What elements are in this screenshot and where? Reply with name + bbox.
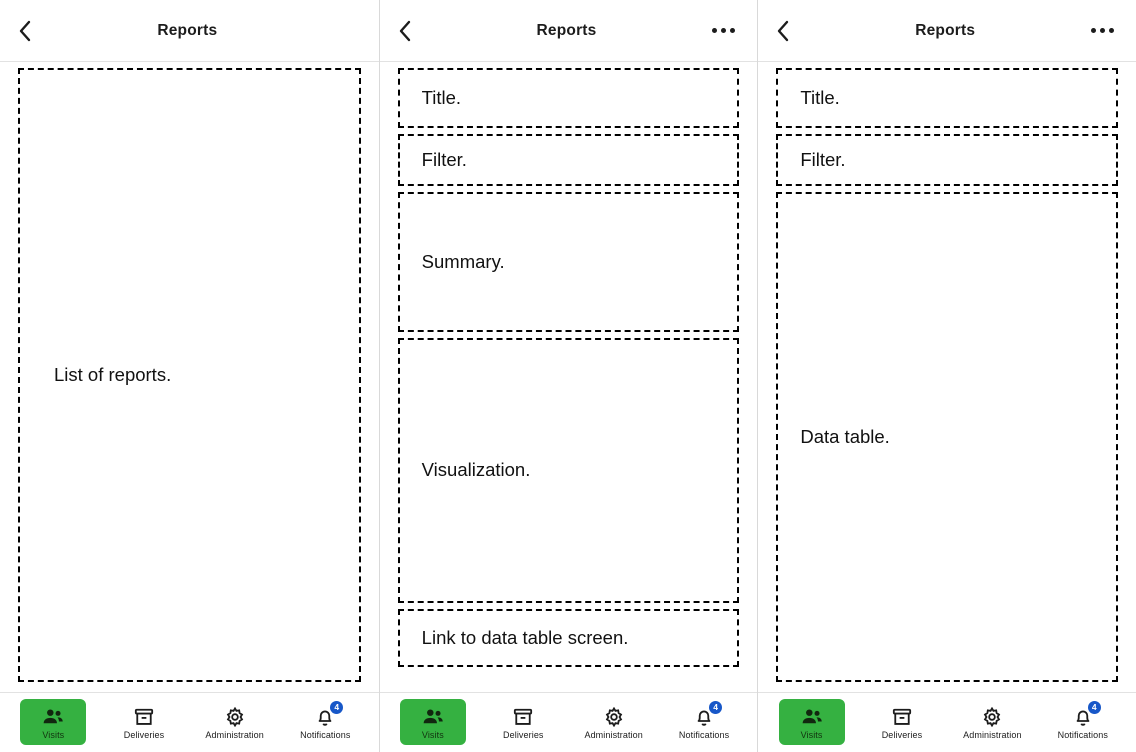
nav-label-deliveries: Deliveries: [881, 729, 923, 740]
screen-body: [758, 62, 1136, 692]
wireframe-label: Link to data table screen.: [421, 626, 629, 648]
screen-body: [0, 62, 379, 692]
nav-label-notifications: Notifications: [678, 729, 730, 740]
app-bar: [758, 0, 1136, 62]
people-icon: [422, 706, 444, 728]
nav-item-deliveries[interactable]: [102, 706, 186, 740]
wireframe-label: Filter.: [421, 148, 467, 170]
nav-item-deliveries[interactable]: [860, 706, 944, 740]
back-button[interactable]: [776, 20, 810, 42]
wireframe-box-filter[interactable]: [398, 134, 740, 186]
nav-label-administration: Administration: [205, 729, 264, 740]
nav-item-administration[interactable]: [950, 706, 1034, 740]
notifications-badge: 4: [709, 701, 722, 714]
nav-label-visits: Visits: [42, 729, 65, 740]
nav-item-notifications[interactable]: [283, 701, 367, 740]
wireframe-label: Title.: [800, 86, 840, 108]
screen-data-table: [757, 0, 1136, 752]
chevron-left-icon: [776, 20, 789, 42]
nav-item-visits[interactable]: [391, 706, 475, 740]
wireframe-label: Visualization.: [421, 459, 531, 481]
screen-body: [380, 62, 758, 692]
screen-report-detail: [379, 0, 758, 752]
nav-item-administration[interactable]: [572, 706, 656, 740]
nav-item-visits[interactable]: [770, 706, 854, 740]
nav-label-notifications: Notifications: [1057, 729, 1108, 740]
nav-item-visits[interactable]: [11, 706, 95, 740]
wireframe-label: List of reports.: [54, 363, 172, 385]
wireframe-box-link-to-data-table[interactable]: [398, 609, 740, 667]
more-button[interactable]: [1080, 28, 1114, 33]
wireframe-box-summary[interactable]: [398, 192, 740, 332]
notifications-badge: 4: [330, 701, 343, 714]
nav-label-visits: Visits: [800, 729, 823, 740]
chevron-left-icon: [18, 20, 31, 42]
gear-icon: [981, 706, 1003, 728]
nav-label-administration: Administration: [584, 729, 643, 740]
nav-item-deliveries[interactable]: [481, 706, 565, 740]
bell-icon: [693, 701, 718, 728]
bottom-navigation: [758, 692, 1136, 752]
box-icon: [512, 706, 534, 728]
box-icon: [133, 706, 155, 728]
people-icon: [42, 706, 64, 728]
page-title: Reports: [536, 21, 597, 39]
screen-reports-list: [0, 0, 379, 752]
bottom-navigation: [0, 692, 379, 752]
nav-label-notifications: Notifications: [300, 729, 351, 740]
wireframe-label: Title.: [421, 86, 462, 108]
page-title: Reports: [915, 21, 976, 39]
wireframe-box-title[interactable]: [398, 68, 740, 128]
nav-label-deliveries: Deliveries: [503, 729, 544, 740]
gear-icon: [224, 706, 246, 728]
wireframe-label: Summary.: [421, 250, 505, 272]
people-icon: [801, 706, 823, 728]
bell-icon: [314, 701, 340, 728]
nav-item-notifications[interactable]: [1041, 701, 1125, 740]
box-icon: [891, 706, 913, 728]
nav-label-visits: Visits: [421, 729, 444, 740]
more-horizontal-icon: [712, 28, 735, 33]
nav-label-administration: Administration: [963, 729, 1022, 740]
bell-icon: [1072, 701, 1097, 728]
wireframe-box-list-of-reports[interactable]: [18, 68, 361, 682]
wireframe-box-visualization[interactable]: [398, 338, 740, 603]
wireframe-label: Data table.: [800, 425, 890, 447]
wireframe-box-title[interactable]: [776, 68, 1118, 128]
wireframe-box-filter[interactable]: [776, 134, 1118, 186]
notifications-badge: 4: [1088, 701, 1101, 714]
wireframe-label: Filter.: [800, 148, 846, 170]
more-horizontal-icon: [1091, 28, 1114, 33]
bottom-navigation: [380, 692, 758, 752]
wireframe-box-data-table[interactable]: [776, 192, 1118, 682]
back-button[interactable]: [398, 20, 432, 42]
gear-icon: [603, 706, 625, 728]
app-bar: [380, 0, 758, 62]
chevron-left-icon: [398, 20, 411, 42]
app-bar: [0, 0, 379, 62]
nav-item-notifications[interactable]: [662, 701, 746, 740]
nav-item-administration[interactable]: [193, 706, 277, 740]
more-button[interactable]: [701, 28, 735, 33]
nav-label-deliveries: Deliveries: [123, 729, 165, 740]
page-title: Reports: [157, 21, 218, 39]
back-button[interactable]: [18, 20, 52, 42]
